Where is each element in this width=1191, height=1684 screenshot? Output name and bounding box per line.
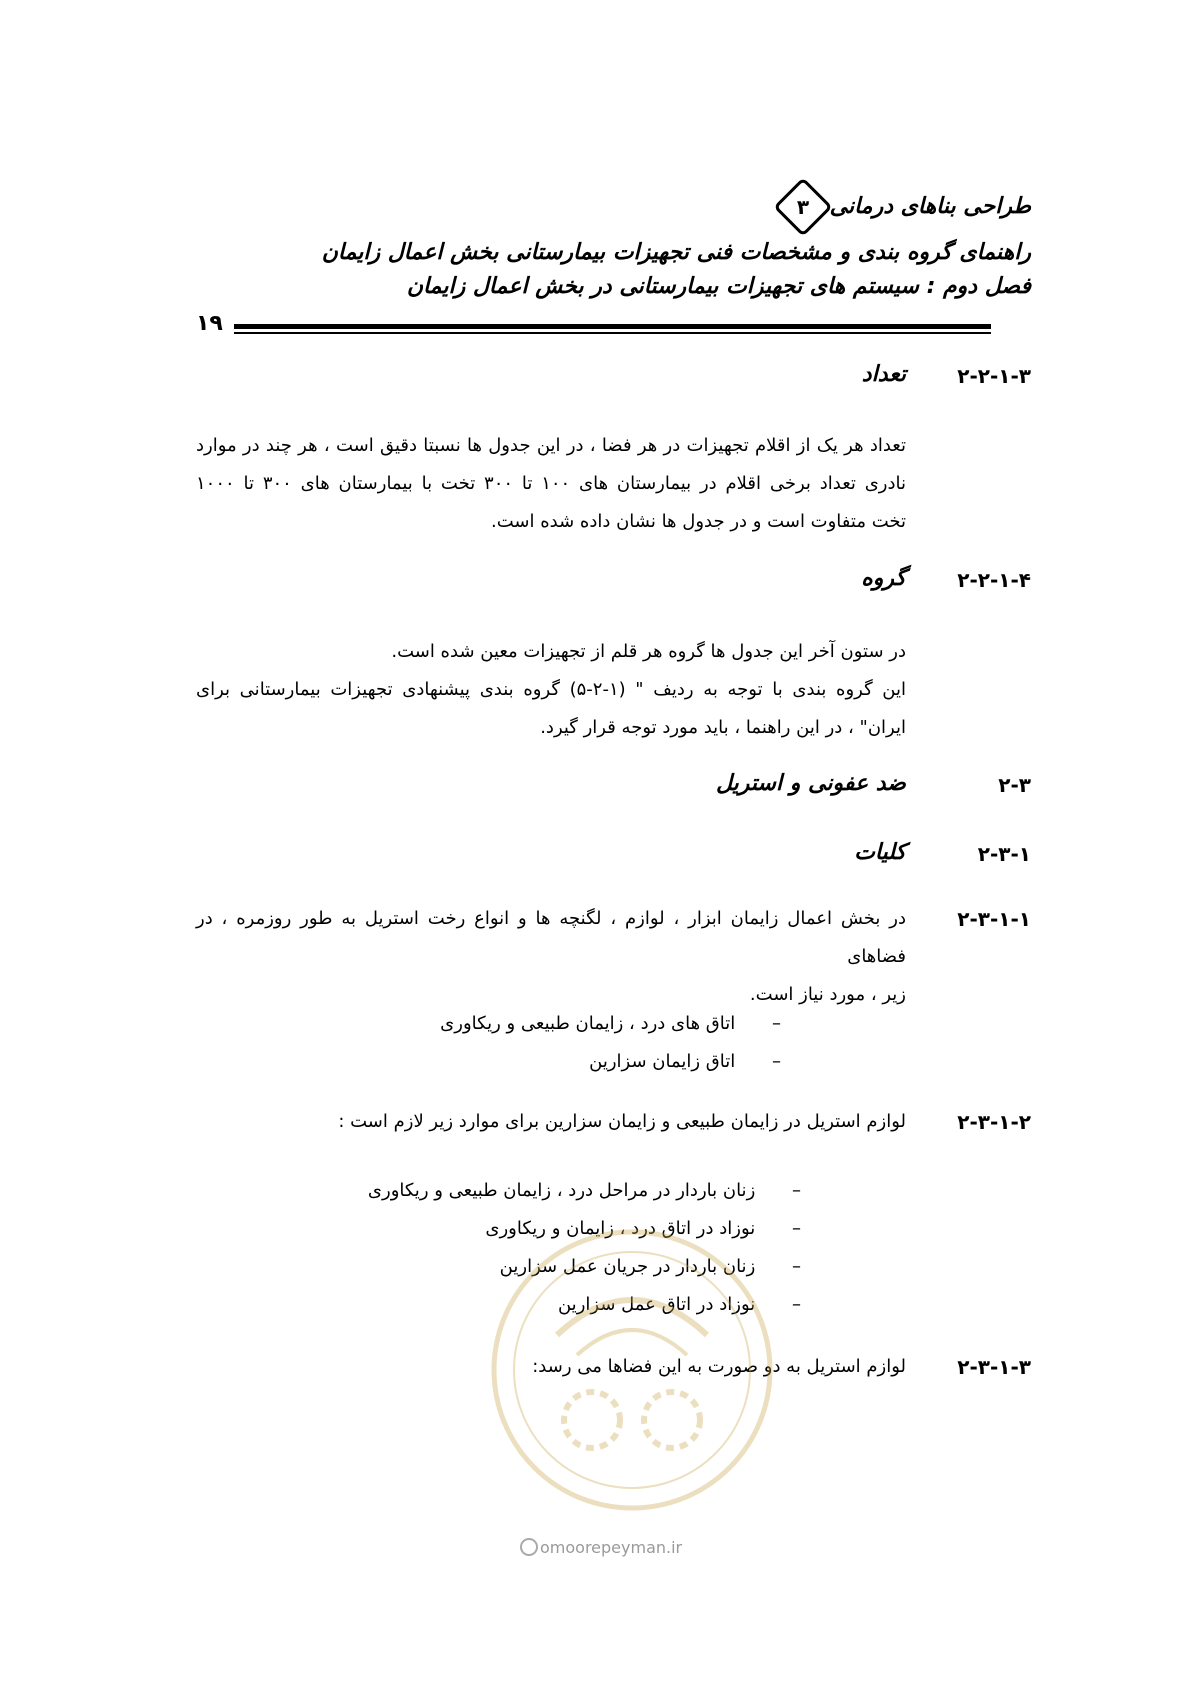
header-rule [234, 324, 991, 329]
list-item-text: نوزاد در اتاق عمل سزارین [557, 1294, 756, 1315]
paragraph [196, 427, 906, 541]
volume-badge [773, 177, 832, 236]
item-line: در بخش اعمال زایمان ابزار ، لوازم ، لگنچه ها و انواع رخت استریل به طور روزمره ، در فضاهای [196, 908, 906, 967]
item-line: لوازم استریل در زایمان طبیعی و زایمان سزارین برای موارد زیر لازم است : [338, 1111, 906, 1132]
section-title: ضد عفونی و استریل [715, 771, 906, 796]
list-item-text: نوزاد در اتاق درد ، زایمان و ریکاوری [485, 1218, 756, 1239]
section-number: ۲-۳-۱ [977, 842, 1031, 866]
watermark-text: omoorepeyman.ir [540, 1538, 683, 1557]
paragraph-line: این گروه بندی با توجه به ردیف " (۱-۲-۵) گروه بندی پیشنهادی تجهیزات بیمارستانی برای [196, 679, 907, 700]
bullet-mark: – [792, 1218, 801, 1239]
item-line: لوازم استریل به دو صورت به این فضاها می رسد: [532, 1356, 906, 1377]
header-title [782, 186, 1031, 228]
section-number: ۲-۳ [998, 773, 1031, 797]
item-text [196, 1103, 906, 1141]
list-item-text: زنان باردار در مراحل درد ، زایمان طبیعی و ریکاوری [367, 1180, 756, 1201]
header-chapter: فصل دوم : سیستم های تجهیزات بیمارستانی در بخش اعمال زایمان [406, 274, 1031, 299]
bullet-mark: – [772, 1051, 781, 1072]
paragraph-line: ایران" ، در این راهنما ، باید مورد توجه قرار گیرد. [540, 717, 906, 738]
bullet-mark: – [792, 1256, 801, 1277]
section-number: ۲-۲-۱-۴ [957, 568, 1031, 592]
bullet-mark: – [792, 1294, 801, 1315]
list-item-text: زنان باردار در جریان عمل سزارین [499, 1256, 756, 1277]
list-item [440, 1005, 781, 1043]
stamp-seal-icon [487, 1225, 777, 1515]
item-number: ۲-۳-۱-۱ [957, 907, 1031, 931]
page-number: ۱۹ [196, 311, 223, 336]
header-rule-thin [234, 332, 991, 334]
item-text [196, 900, 906, 1014]
bullet-mark: – [792, 1180, 801, 1201]
section-title: تعداد [861, 362, 906, 387]
section-title: گروه [861, 566, 906, 591]
paragraph-line: نادری تعداد برخی اقلام در بیمارستان های ۱۰۰ تا ۳۰۰ تخت با بیمارستان های ۳۰۰ تا ۱۰۰۰ [196, 473, 906, 494]
header-title-text: طراحی بناهای درمانی [829, 194, 1031, 219]
bullet-mark: – [772, 1013, 781, 1034]
item-number: ۲-۳-۱-۳ [957, 1355, 1031, 1379]
item-line: زیر ، مورد نیاز است. [749, 984, 906, 1005]
list-item [440, 1043, 781, 1081]
header-subtitle: راهنمای گروه بندی و مشخصات فنی تجهیزات بیمارستانی بخش اعمال زایمان [321, 240, 1031, 265]
volume-number: ۳ [796, 195, 809, 219]
list-item [368, 1172, 801, 1210]
section-number: ۲-۲-۱-۳ [957, 364, 1031, 388]
watermark [520, 1538, 682, 1557]
paragraph-line: در ستون آخر این جدول ها گروه هر قلم از تجهیزات معین شده است. [391, 641, 906, 662]
list-item-text: اتاق های درد ، زایمان طبیعی و ریکاوری [440, 1013, 736, 1034]
section-title: کلیات [854, 840, 906, 865]
at-icon [520, 1538, 538, 1556]
paragraph [196, 633, 906, 747]
list-item-text: اتاق زایمان سزارین [589, 1051, 736, 1072]
paragraph-line: تعداد هر یک از اقلام تجهیزات در هر فضا ، در این جدول ها نسبتا دقیق است ، هر چند در موارد [196, 435, 906, 456]
item-number: ۲-۳-۱-۲ [957, 1110, 1031, 1134]
bullet-list [440, 1005, 781, 1081]
paragraph-line: تخت متفاوت است و در جدول ها نشان داده شده است. [491, 511, 906, 532]
